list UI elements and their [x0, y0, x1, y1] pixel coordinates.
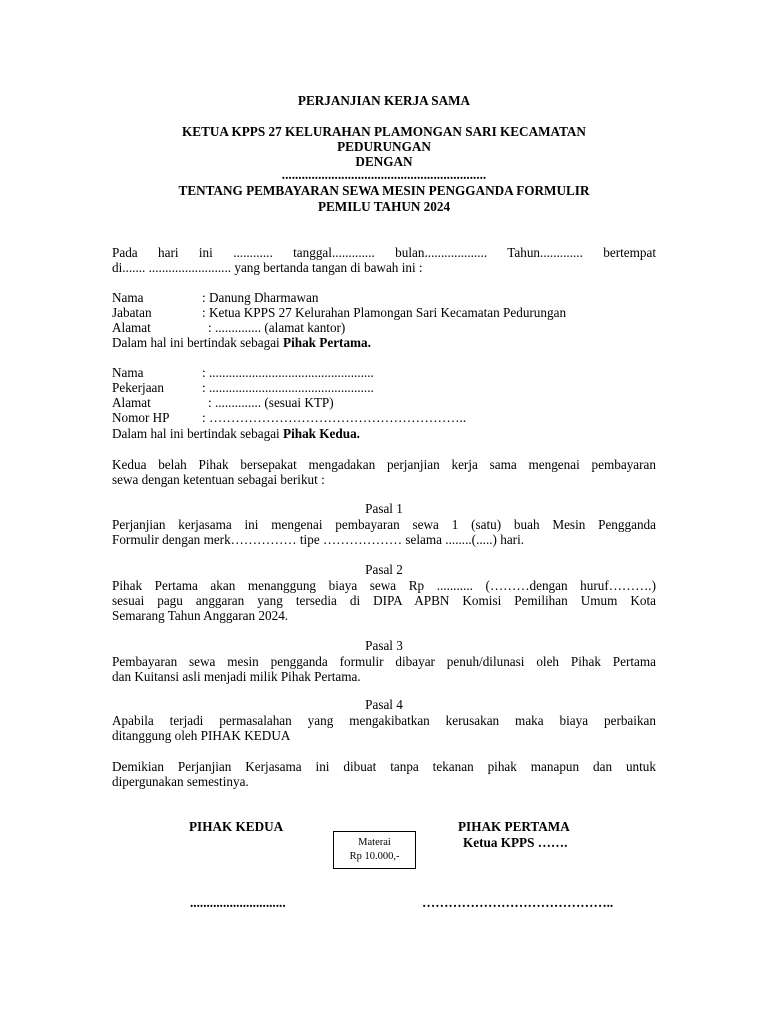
- intro-line-2: di....... ......................... yang bertanda tangan di bawah ini :: [112, 260, 423, 275]
- pasal-1-line-1: Perjanjian kerjasama ini mengenai pembayaran sewa 1 (satu) buah Mesin Pengganda: [112, 517, 656, 532]
- pihak1-alamat-label: Alamat: [112, 320, 151, 335]
- pihak2-role-prefix: Dalam hal ini bertindak sebagai: [112, 426, 284, 441]
- pihak2-role-name: Pihak Kedua.: [283, 426, 360, 441]
- title-blank-party: ..............................................................: [281, 167, 487, 182]
- pihak1-jabatan-label: Jabatan: [112, 305, 152, 320]
- intro-line-1: Pada hari ini ............ tanggal............. bulan................... Tahun............. bertempat: [112, 245, 656, 260]
- pihak2-pekerjaan-label: Pekerjaan: [112, 380, 164, 395]
- pihak2-pekerjaan-value: : ..................................................: [202, 380, 374, 395]
- pasal-2-heading: Pasal 2: [365, 562, 403, 577]
- pihak2-hp-label: Nomor HP: [112, 410, 170, 425]
- signature-title-pihak-pertama: PIHAK PERTAMA: [458, 819, 570, 834]
- document-title: PERJANJIAN KERJA SAMA: [297, 93, 471, 108]
- pasal-2-line-1: Pihak Pertama akan menanggung biaya sewa Rp ........... (………dengan huruf……….): [112, 578, 656, 593]
- pasal-3-heading: Pasal 3: [365, 638, 403, 653]
- signature-title-pihak-kedua: PIHAK KEDUA: [189, 819, 284, 834]
- pasal-1-body: [112, 517, 656, 547]
- pasal-4-line-1: Apabila terjadi permasalahan yang mengakibatkan kerusakan maka biaya perbaikan: [112, 713, 656, 728]
- agreement-line-1: Kedua belah Pihak bersepakat mengadakan perjanjian kerja sama mengenai pembayaran: [112, 457, 656, 472]
- materai-amount: Rp 10.000,-: [349, 851, 400, 862]
- pihak1-role-prefix: Dalam hal ini bertindak sebagai: [112, 335, 284, 350]
- signature-line-pihak-kedua: .............................: [190, 895, 286, 910]
- pihak1-jabatan-value: : Ketua KPPS 27 Kelurahan Plamongan Sari Kecamatan Pedurungan: [202, 305, 567, 320]
- closing-line-1: Demikian Perjanjian Kerjasama ini dibuat tanpa tekanan pihak manapun dan untuk: [112, 759, 656, 774]
- pasal-4-body: [112, 713, 656, 743]
- title-subject-cont: PEMILU TAHUN 2024: [317, 199, 451, 214]
- pasal-2-line-2: sesuai pagu anggaran yang tersedia di DIPA APBN Komisi Pemilihan Umum Kota: [112, 593, 656, 608]
- pihak1-alamat-value: : .............. (alamat kantor): [208, 320, 346, 335]
- intro-paragraph: [112, 245, 656, 275]
- pasal-1-line-2: Formulir dengan merk…………… tipe ……………… selama ........(.....) hari.: [112, 532, 525, 547]
- pihak2-hp-value: : …………………………………………………..: [202, 410, 467, 425]
- pihak2-role: [112, 426, 360, 441]
- pihak2-alamat-label: Alamat: [112, 395, 151, 410]
- title-party-line: KETUA KPPS 27 KELURAHAN PLAMONGAN SARI KECAMATAN: [182, 124, 586, 139]
- pasal-3-body: [112, 654, 656, 684]
- pasal-4-line-2: ditanggung oleh PIHAK KEDUA: [112, 728, 291, 743]
- pasal-2-line-3: Semarang Tahun Anggaran 2024.: [112, 608, 289, 623]
- pasal-3-line-1: Pembayaran sewa mesin pengganda formulir dibayar penuh/dilunasi oleh Pihak Pertama: [112, 654, 656, 669]
- pihak1-nama-label: Nama: [112, 290, 144, 305]
- closing-paragraph: [112, 759, 656, 789]
- pihak2-alamat-value: : .............. (sesuai KTP): [208, 395, 334, 410]
- pasal-3-line-2: dan Kuitansi asli menjadi milik Pihak Pertama.: [112, 669, 361, 684]
- materai-stamp-box: [333, 831, 416, 869]
- signature-subtitle-ketua: Ketua KPPS …….: [463, 835, 568, 850]
- pasal-1-heading: Pasal 1: [365, 501, 403, 516]
- materai-label: Materai: [358, 837, 391, 848]
- pihak2-nama-label: Nama: [112, 365, 144, 380]
- pihak1-nama-value: : Danung Dharmawan: [202, 290, 319, 305]
- pihak1-role-name: Pihak Pertama.: [283, 335, 371, 350]
- pasal-4-heading: Pasal 4: [365, 697, 403, 712]
- pihak2-nama-value: : ..................................................: [202, 365, 374, 380]
- agreement-line-2: sewa dengan ketentuan sebagai berikut :: [112, 472, 325, 487]
- closing-line-2: dipergunakan semestinya.: [112, 774, 249, 789]
- title-connector: DENGAN: [355, 154, 413, 169]
- agreement-paragraph: [112, 457, 656, 487]
- title-party-line-cont: PEDURUNGAN: [337, 139, 431, 154]
- pihak1-role: [112, 335, 371, 350]
- signature-line-pihak-pertama: ……………………………………..: [422, 895, 614, 910]
- pasal-2-body: [112, 578, 656, 623]
- title-subject: TENTANG PEMBAYARAN SEWA MESIN PENGGANDA FORMULIR: [178, 183, 590, 198]
